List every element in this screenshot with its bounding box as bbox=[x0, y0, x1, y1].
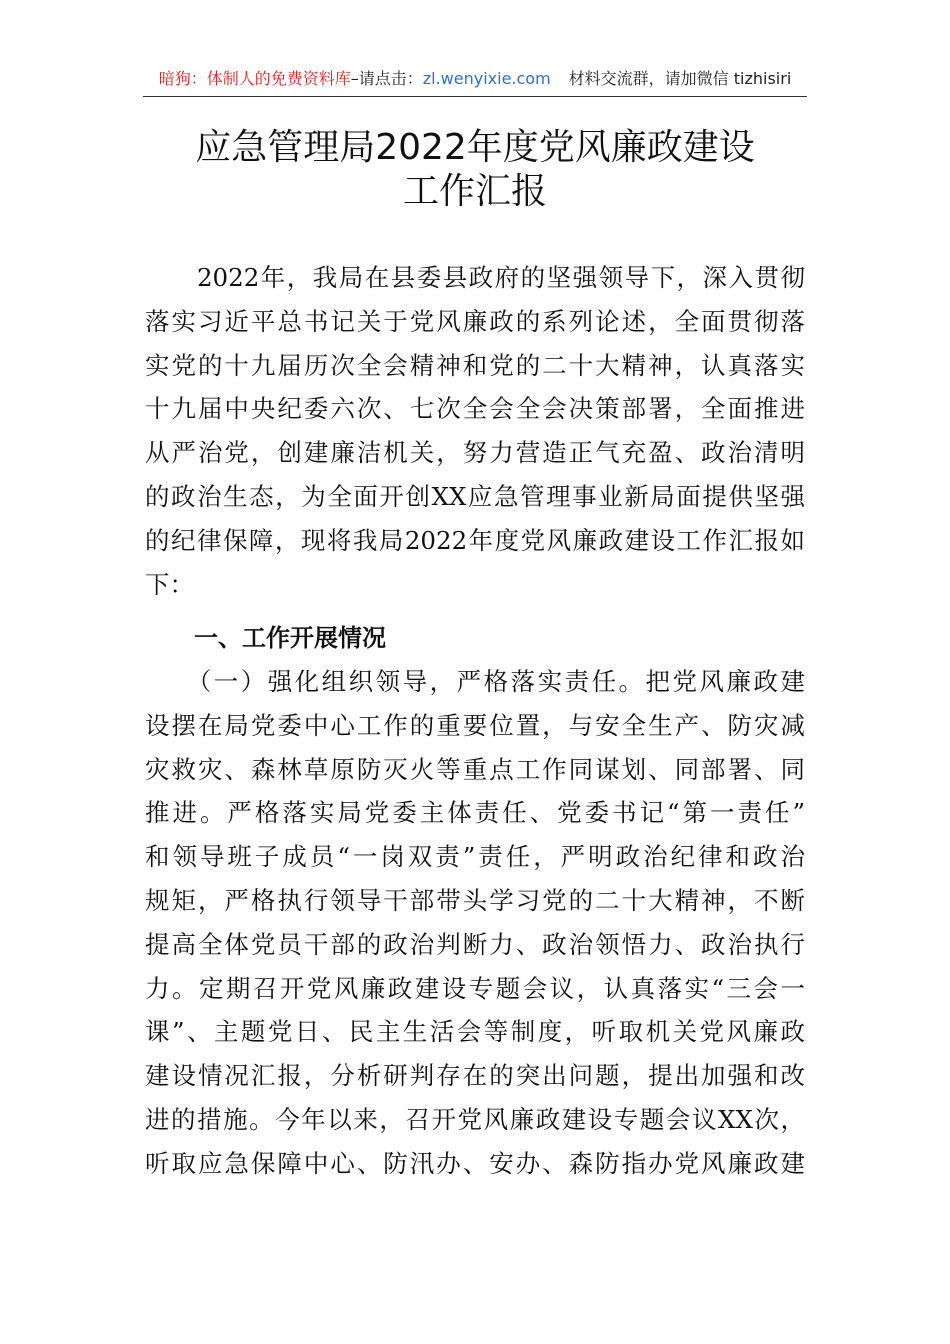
paragraph-line: 进的措施。今年以来，召开党风廉政建设专题会议XX次， bbox=[145, 1104, 805, 1134]
document-header bbox=[143, 62, 807, 97]
section-heading: 一、工作开展情况 bbox=[194, 624, 386, 652]
header-brand: 暗狗：体制人的免费资料库 bbox=[158, 69, 351, 88]
paragraph-line: 的纪律保障，现将我局2022年度党风廉政建设工作汇报如 bbox=[145, 525, 805, 555]
section-paragraph bbox=[145, 660, 805, 1186]
paragraph-line: 灾救灾、森林草原防灭火等重点工作同谋划、同部署、同 bbox=[145, 754, 805, 784]
intro-paragraph bbox=[145, 256, 805, 606]
document-title-line-1: 应急管理局2022年度党风廉政建设 bbox=[195, 127, 755, 168]
paragraph-line: 下： bbox=[145, 569, 194, 599]
header-contact: 材料交流群，请加微信 tizhisiri bbox=[568, 69, 792, 88]
paragraph-line: 听取应急保障中心、防汛办、安办、森防指办党风廉政建 bbox=[145, 1148, 805, 1178]
header-link[interactable]: zl.wenyixie.com bbox=[422, 69, 551, 88]
paragraph-line: 从严治党，创建廉洁机关，努力营造正气充盈、政治清明 bbox=[145, 438, 805, 468]
paragraph-line: 建设情况汇报，分析研判存在的突出问题，提出加强和改 bbox=[145, 1061, 805, 1091]
document-title-line-2: 工作汇报 bbox=[402, 171, 547, 212]
paragraph-line: 实党的十九届历次全会精神和党的二十大精神，认真落实 bbox=[145, 350, 805, 380]
paragraph-line: 力。定期召开党风廉政建设专题会议，认真落实“三会一 bbox=[145, 973, 805, 1003]
paragraph-line: 提高全体党员干部的政治判断力、政治领悟力、政治执行 bbox=[145, 929, 805, 959]
paragraph-line: 设摆在局党委中心工作的重要位置，与安全生产、防灾减 bbox=[145, 710, 805, 740]
paragraph-line: 和领导班子成员“一岗双责”责任，严明政治纪律和政治 bbox=[145, 842, 805, 872]
header-link-prefix: –请点击： bbox=[350, 69, 423, 88]
paragraph-line: 课”、主题党日、民主生活会等制度，听取机关党风廉政 bbox=[145, 1017, 805, 1047]
paragraph-line: 落实习近平总书记关于党风廉政的系列论述，全面贯彻落 bbox=[145, 306, 805, 336]
paragraph-line: 规矩，严格执行领导干部带头学习党的二十大精神，不断 bbox=[145, 885, 805, 915]
paragraph-line: （一）强化组织领导，严格落实责任。把党风廉政建 bbox=[145, 667, 805, 696]
paragraph-line: 2022年，我局在县委县政府的坚强领导下，深入贯彻 bbox=[145, 263, 805, 292]
paragraph-line: 的政治生态，为全面开创XX应急管理事业新局面提供坚强 bbox=[145, 481, 805, 511]
paragraph-line: 推进。严格落实局党委主体责任、党委书记“第一责任” bbox=[145, 798, 805, 828]
paragraph-line: 十九届中央纪委六次、七次全会全会决策部署，全面推进 bbox=[145, 394, 805, 424]
